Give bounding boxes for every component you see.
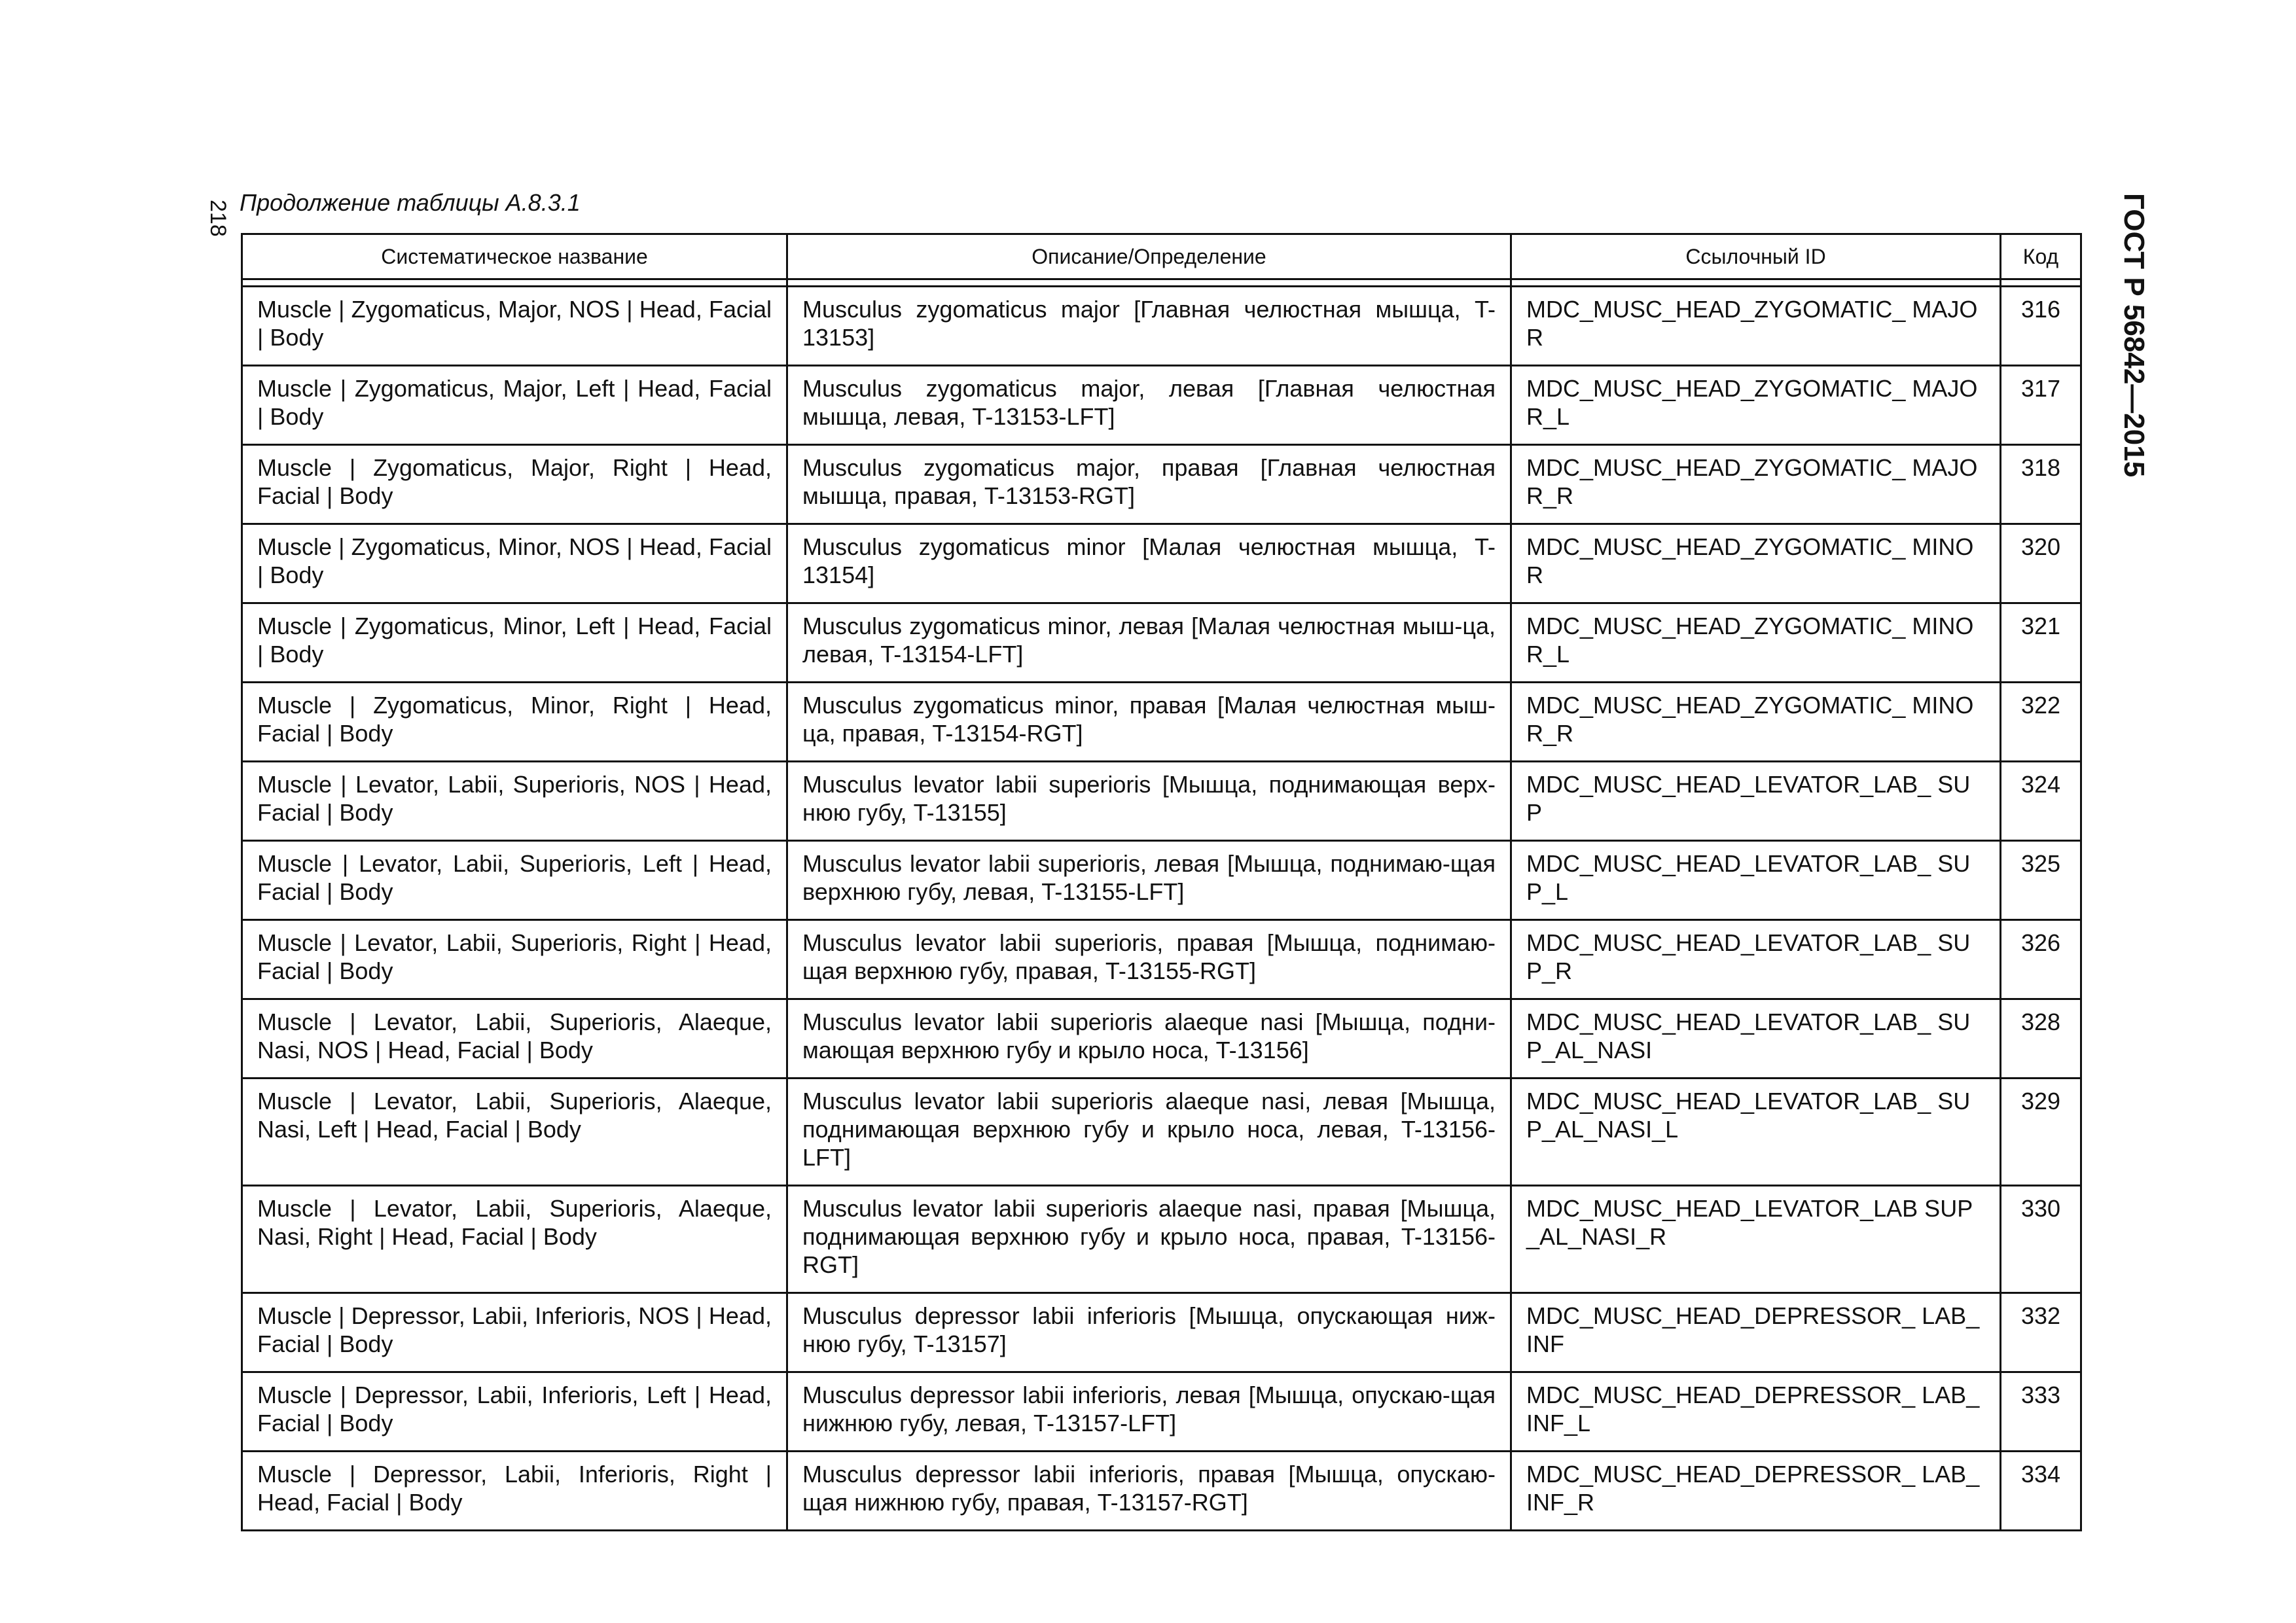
- systematic-name-cell: Muscle | Depressor, Labii, Inferioris, Left | Head, Facial | Body: [242, 1372, 787, 1452]
- reference-id-cell: MDC_MUSC_HEAD_DEPRESSOR_ LAB_INF: [1511, 1293, 2001, 1372]
- reference-id-cell: MDC_MUSC_HEAD_LEVATOR_LAB SUP_AL_NASI_R: [1511, 1186, 2001, 1293]
- table-row: [242, 999, 2081, 1079]
- reference-id-cell: MDC_MUSC_HEAD_ZYGOMATIC_ MINOR: [1511, 524, 2001, 603]
- table-row: [242, 445, 2081, 524]
- code-cell: 334: [2001, 1452, 2081, 1531]
- description-cell: Musculus levator labii superioris alaeque nasi [Мышца, подни-мающая верхнюю губу и крыло носа, T-13156]: [787, 999, 1511, 1079]
- code-cell: 325: [2001, 841, 2081, 920]
- gap-cell: [1511, 279, 2001, 287]
- systematic-name-cell: Muscle | Levator, Labii, Superioris, NOS | Head, Facial | Body: [242, 762, 787, 841]
- table-row: [242, 1452, 2081, 1531]
- code-cell: 324: [2001, 762, 2081, 841]
- table-row: [242, 762, 2081, 841]
- table-row: [242, 366, 2081, 445]
- description-cell: Musculus zygomaticus minor [Малая челюстная мышца, T-13154]: [787, 524, 1511, 603]
- code-cell: 332: [2001, 1293, 2081, 1372]
- gap-cell: [2001, 279, 2081, 287]
- description-cell: Musculus zygomaticus major, левая [Главная челюстная мышца, левая, T-13153-LFT]: [787, 366, 1511, 445]
- reference-id-cell: MDC_MUSC_HEAD_LEVATOR_LAB_ SUP_L: [1511, 841, 2001, 920]
- table-body: [242, 279, 2081, 1531]
- systematic-name-cell: Muscle | Zygomaticus, Major, Left | Head, Facial | Body: [242, 366, 787, 445]
- description-cell: Musculus zygomaticus major [Главная челюстная мышца, T-13153]: [787, 287, 1511, 366]
- code-cell: 321: [2001, 603, 2081, 683]
- systematic-name-cell: Muscle | Zygomaticus, Major, NOS | Head, Facial | Body: [242, 287, 787, 366]
- table-row: [242, 287, 2081, 366]
- table-row: [242, 524, 2081, 603]
- table-row: [242, 1186, 2081, 1293]
- description-cell: Musculus zygomaticus minor, правая [Малая челюстная мыш-ца, правая, T-13154-RGT]: [787, 683, 1511, 762]
- table-header-row: [242, 234, 2081, 279]
- description-cell: Musculus levator labii superioris, левая [Мышца, поднимаю-щая верхнюю губу, левая, T-13155-LFT]: [787, 841, 1511, 920]
- systematic-name-cell: Muscle | Zygomaticus, Minor, Right | Head, Facial | Body: [242, 683, 787, 762]
- systematic-name-cell: Muscle | Zygomaticus, Minor, NOS | Head, Facial | Body: [242, 524, 787, 603]
- reference-id-cell: MDC_MUSC_HEAD_LEVATOR_LAB_ SUP: [1511, 762, 2001, 841]
- code-cell: 333: [2001, 1372, 2081, 1452]
- description-cell: Musculus depressor labii inferioris [Мышца, опускающая ниж-нюю губу, T-13157]: [787, 1293, 1511, 1372]
- header-reference-id: Ссылочный ID: [1511, 234, 2001, 279]
- code-cell: 316: [2001, 287, 2081, 366]
- header-code: Код: [2001, 234, 2081, 279]
- description-cell: Musculus depressor labii inferioris, левая [Мышца, опускаю-щая нижнюю губу, левая, T-13157-LFT]: [787, 1372, 1511, 1452]
- page-number: 218: [206, 200, 230, 237]
- header-systematic-name: Систематическое название: [242, 234, 787, 279]
- code-cell: 318: [2001, 445, 2081, 524]
- reference-id-cell: MDC_MUSC_HEAD_DEPRESSOR_ LAB_INF_L: [1511, 1372, 2001, 1452]
- data-table: [241, 233, 2082, 1531]
- table-caption: Продолжение таблицы А.8.3.1: [240, 189, 581, 216]
- systematic-name-cell: Muscle | Zygomaticus, Minor, Left | Head, Facial | Body: [242, 603, 787, 683]
- document-code: ГОСТ Р 56842—2015: [2118, 193, 2150, 478]
- code-cell: 329: [2001, 1079, 2081, 1186]
- code-cell: 322: [2001, 683, 2081, 762]
- reference-id-cell: MDC_MUSC_HEAD_ZYGOMATIC_ MINOR_L: [1511, 603, 2001, 683]
- reference-id-cell: MDC_MUSC_HEAD_ZYGOMATIC_ MAJOR_L: [1511, 366, 2001, 445]
- code-cell: 328: [2001, 999, 2081, 1079]
- systematic-name-cell: Muscle | Levator, Labii, Superioris, Alaeque, Nasi, Left | Head, Facial | Body: [242, 1079, 787, 1186]
- description-cell: Musculus depressor labii inferioris, правая [Мышца, опускаю-щая нижнюю губу, правая, T-13157-RGT]: [787, 1452, 1511, 1531]
- systematic-name-cell: Muscle | Levator, Labii, Superioris, Alaeque, Nasi, NOS | Head, Facial | Body: [242, 999, 787, 1079]
- description-cell: Musculus zygomaticus minor, левая [Малая челюстная мыш-ца, левая, T-13154-LFT]: [787, 603, 1511, 683]
- reference-id-cell: MDC_MUSC_HEAD_ZYGOMATIC_ MAJOR_R: [1511, 445, 2001, 524]
- table-row: [242, 683, 2081, 762]
- table-row: [242, 841, 2081, 920]
- code-cell: 320: [2001, 524, 2081, 603]
- header-gap-row: [242, 279, 2081, 287]
- reference-id-cell: MDC_MUSC_HEAD_LEVATOR_LAB_ SUP_AL_NASI: [1511, 999, 2001, 1079]
- description-cell: Musculus zygomaticus major, правая [Главная челюстная мышца, правая, T-13153-RGT]: [787, 445, 1511, 524]
- reference-id-cell: MDC_MUSC_HEAD_LEVATOR_LAB_ SUP_R: [1511, 920, 2001, 999]
- table-row: [242, 920, 2081, 999]
- description-cell: Musculus levator labii superioris, правая [Мышца, поднимаю-щая верхнюю губу, правая, T-13155-RGT]: [787, 920, 1511, 999]
- table-row: [242, 1293, 2081, 1372]
- systematic-name-cell: Muscle | Zygomaticus, Major, Right | Head, Facial | Body: [242, 445, 787, 524]
- systematic-name-cell: Muscle | Depressor, Labii, Inferioris, Right | Head, Facial | Body: [242, 1452, 787, 1531]
- table-row: [242, 1079, 2081, 1186]
- gap-cell: [242, 279, 787, 287]
- reference-id-cell: MDC_MUSC_HEAD_DEPRESSOR_ LAB_INF_R: [1511, 1452, 2001, 1531]
- header-description: Описание/Определение: [787, 234, 1511, 279]
- gap-cell: [787, 279, 1511, 287]
- data-table-container: [241, 233, 2080, 1531]
- description-cell: Musculus levator labii superioris [Мышца, поднимающая верх-нюю губу, T-13155]: [787, 762, 1511, 841]
- systematic-name-cell: Muscle | Levator, Labii, Superioris, Left | Head, Facial | Body: [242, 841, 787, 920]
- description-cell: Musculus levator labii superioris alaeque nasi, левая [Мышца, поднимающая верхнюю губу и крыло носа, левая, T-13156-LFT]: [787, 1079, 1511, 1186]
- description-cell: Musculus levator labii superioris alaeque nasi, правая [Мышца, поднимающая верхнюю губу и крыло носа, правая, T-13156-RGT]: [787, 1186, 1511, 1293]
- systematic-name-cell: Muscle | Depressor, Labii, Inferioris, NOS | Head, Facial | Body: [242, 1293, 787, 1372]
- code-cell: 317: [2001, 366, 2081, 445]
- reference-id-cell: MDC_MUSC_HEAD_LEVATOR_LAB_ SUP_AL_NASI_L: [1511, 1079, 2001, 1186]
- systematic-name-cell: Muscle | Levator, Labii, Superioris, Alaeque, Nasi, Right | Head, Facial | Body: [242, 1186, 787, 1293]
- code-cell: 326: [2001, 920, 2081, 999]
- reference-id-cell: MDC_MUSC_HEAD_ZYGOMATIC_ MAJOR: [1511, 287, 2001, 366]
- table-row: [242, 1372, 2081, 1452]
- code-cell: 330: [2001, 1186, 2081, 1293]
- table-row: [242, 603, 2081, 683]
- reference-id-cell: MDC_MUSC_HEAD_ZYGOMATIC_ MINOR_R: [1511, 683, 2001, 762]
- systematic-name-cell: Muscle | Levator, Labii, Superioris, Right | Head, Facial | Body: [242, 920, 787, 999]
